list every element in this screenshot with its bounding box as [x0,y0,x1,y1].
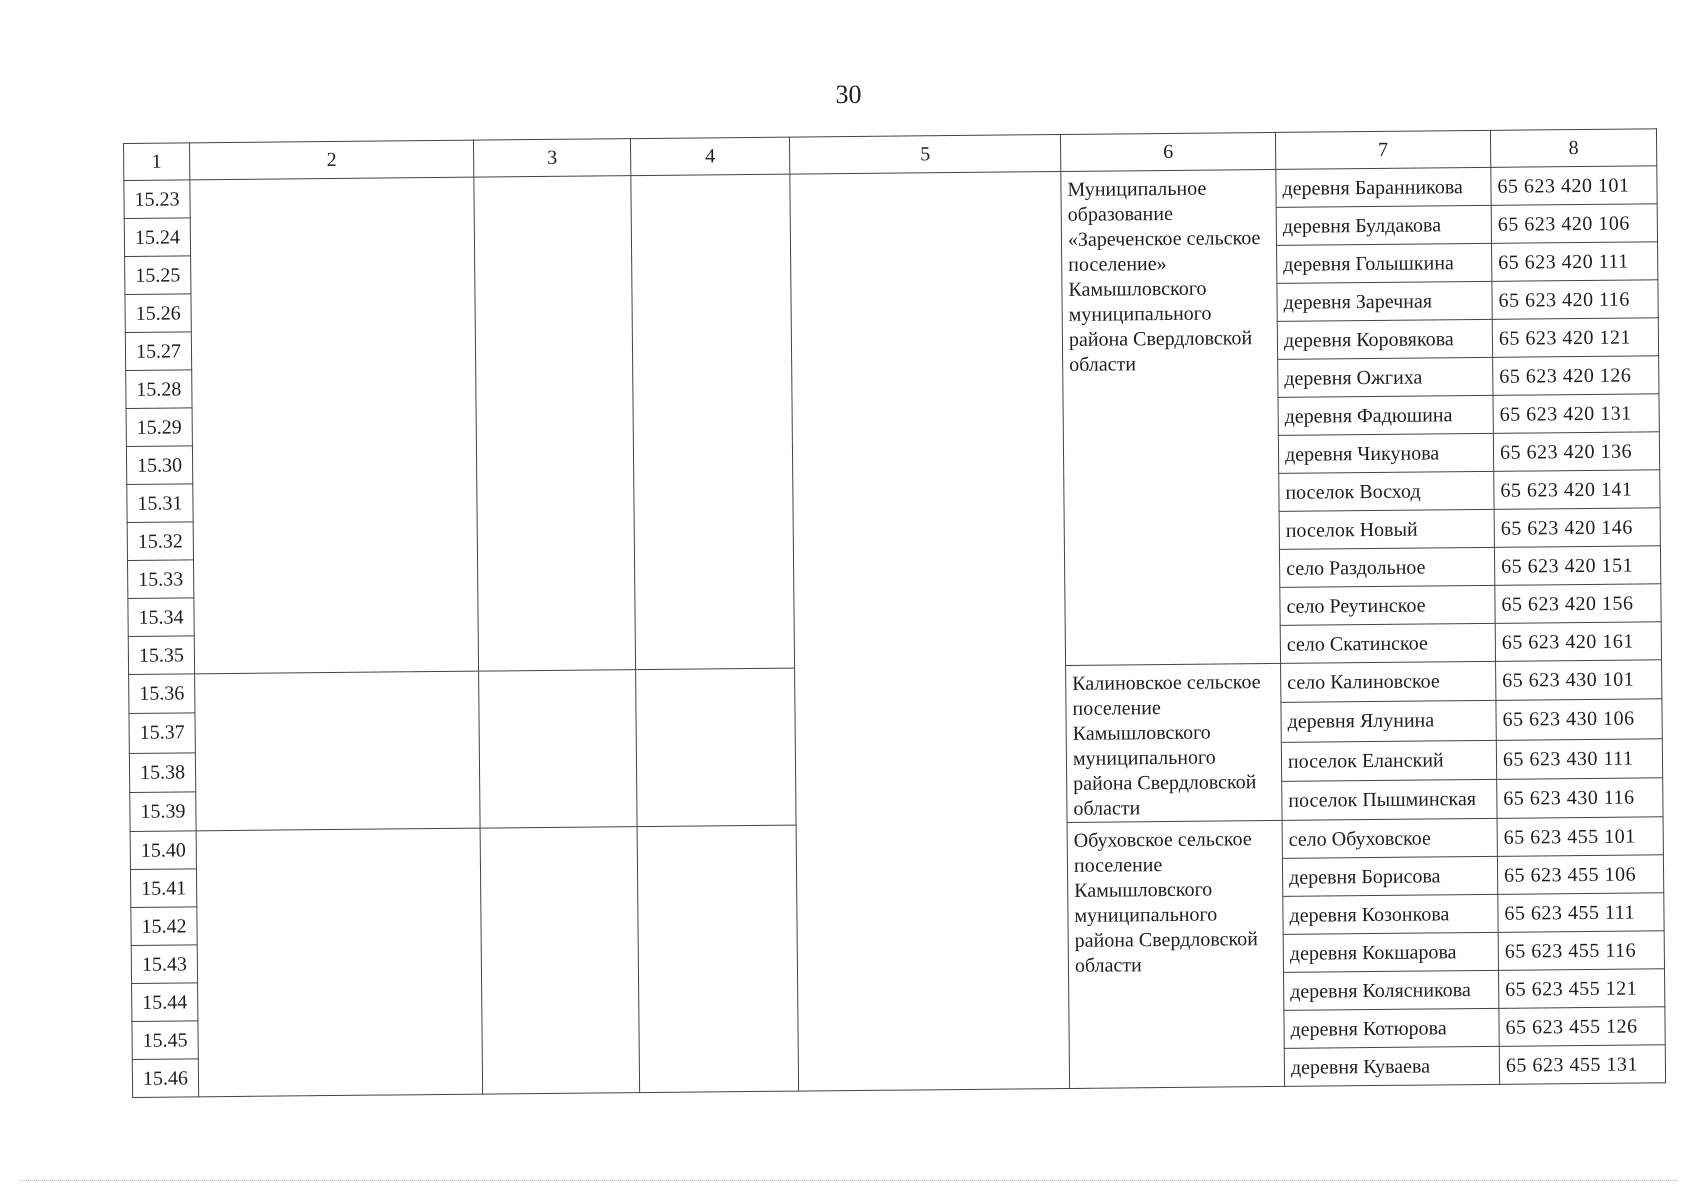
row-number: 15.27 [125,332,191,371]
row-number: 15.37 [129,713,195,753]
row-number: 15.29 [126,408,192,447]
settlement-name: поселок Новый [1279,509,1494,549]
settlement-name: село Скатинское [1280,623,1495,663]
oktmo-code: 65 623 420 121 [1492,318,1658,358]
oktmo-code: 65 623 420 161 [1495,622,1661,662]
row-number: 15.38 [129,752,195,792]
column-2-cell [195,671,480,831]
column-4-cell [637,825,799,1093]
page-bottom-rule [20,1180,1677,1181]
row-number: 15.33 [128,560,194,599]
column-header: 7 [1275,130,1490,169]
settlement-name: деревня Колясникова [1284,970,1499,1010]
table-container [123,128,1666,1098]
column-4-cell [636,668,796,827]
row-number: 15.44 [132,983,198,1022]
column-2-cell [196,828,483,1097]
column-4-cell [631,174,795,670]
column-3-cell [479,670,637,828]
row-number: 15.34 [128,598,194,637]
column-header: 6 [1060,132,1275,171]
settlement-name: деревня Куваева [1284,1046,1499,1086]
oktmo-code: 65 623 430 111 [1496,738,1662,779]
row-number: 15.31 [127,484,193,523]
column-5-cell [790,171,1070,1091]
settlement-name: деревня Козонкова [1283,894,1498,934]
row-number: 15.43 [131,945,197,984]
row-number: 15.46 [132,1059,198,1098]
column-header: 4 [630,137,789,176]
oktmo-code: 65 623 455 126 [1499,1007,1665,1047]
row-number: 15.26 [125,294,191,333]
settlement-name: деревня Булдакова [1276,205,1491,245]
municipality-name: Муниципальное образование «Зареченское сельское поселение» Камышловского муниципального района Свердловской области [1061,169,1281,665]
row-number: 15.40 [130,831,196,870]
oktmo-code: 65 623 420 146 [1494,508,1660,548]
column-3-cell [480,827,640,1094]
oktmo-code: 65 623 455 106 [1497,855,1663,895]
settlement-name: деревня Кокшарова [1283,932,1498,972]
column-3-cell [474,176,636,671]
row-number: 15.41 [130,869,196,908]
row-number: 15.25 [125,256,191,295]
oktmo-code: 65 623 430 116 [1497,777,1663,818]
settlement-name: село Обуховское [1282,818,1497,858]
oktmo-code: 65 623 430 101 [1496,660,1662,701]
settlement-name: село Калиновское [1281,661,1496,702]
row-number: 15.28 [126,370,192,409]
settlement-name: поселок Еланский [1281,740,1496,781]
oktmo-code: 65 623 420 131 [1493,394,1659,434]
settlement-name: деревня Котюрова [1284,1008,1499,1048]
column-header: 5 [789,135,1060,175]
column-header: 2 [190,140,474,180]
row-number: 15.35 [128,636,194,675]
settlement-name: деревня Борисова [1282,856,1497,896]
column-header: 3 [473,139,630,178]
oktmo-code: 65 623 430 106 [1496,699,1662,740]
row-number: 15.42 [131,907,197,946]
oktmo-code: 65 623 455 101 [1497,817,1663,857]
municipality-name: Калиновское сельское поселение Камышловского муниципального района Свердловской области [1066,663,1282,822]
row-number: 15.32 [127,522,193,561]
oktmo-code: 65 623 420 126 [1493,356,1659,396]
row-number: 15.23 [124,180,190,219]
settlement-name: деревня Заречная [1277,281,1492,321]
page-number: 30 [835,80,862,109]
oktmo-code: 65 623 420 116 [1492,280,1658,320]
row-number: 15.30 [126,446,192,485]
settlement-name: деревня Ожгиха [1278,357,1493,397]
settlement-name: село Реутинское [1280,585,1495,625]
settlement-name: деревня Коровякова [1277,319,1492,359]
row-number: 15.36 [129,674,195,714]
settlement-name: поселок Пышминская [1282,779,1497,820]
settlement-name: поселок Восход [1279,471,1494,511]
settlement-name: деревня Чикунова [1278,433,1493,473]
settlement-name: деревня Голышкина [1277,243,1492,283]
row-number: 15.39 [130,792,196,832]
row-number: 15.45 [132,1021,198,1060]
oktmo-code: 65 623 455 111 [1498,893,1664,933]
column-header: 1 [124,143,190,181]
oktmo-code: 65 623 455 131 [1499,1045,1665,1085]
oktmo-code: 65 623 420 141 [1494,470,1660,510]
municipality-name: Обуховское сельское поселение Камышловского муниципального района Свердловской области [1067,820,1285,1088]
settlement-name: деревня Ялунина [1281,701,1496,742]
row-number: 15.24 [124,218,190,257]
oktmo-code: 65 623 420 111 [1492,242,1658,282]
oktmo-code: 65 623 420 101 [1491,166,1657,206]
column-2-cell [190,177,479,674]
settlement-name: село Раздольное [1279,547,1494,587]
settlement-name: деревня Фадюшина [1278,395,1493,435]
oktmo-code: 65 623 420 151 [1494,546,1660,586]
column-header: 8 [1490,129,1656,168]
oktmo-code: 65 623 420 136 [1493,432,1659,472]
settlement-name: деревня Баранникова [1276,167,1491,207]
oktmo-code: 65 623 455 121 [1499,969,1665,1009]
settlements-table [123,128,1666,1098]
oktmo-code: 65 623 420 106 [1491,204,1657,244]
oktmo-code: 65 623 420 156 [1495,584,1661,624]
oktmo-code: 65 623 455 116 [1498,931,1664,971]
